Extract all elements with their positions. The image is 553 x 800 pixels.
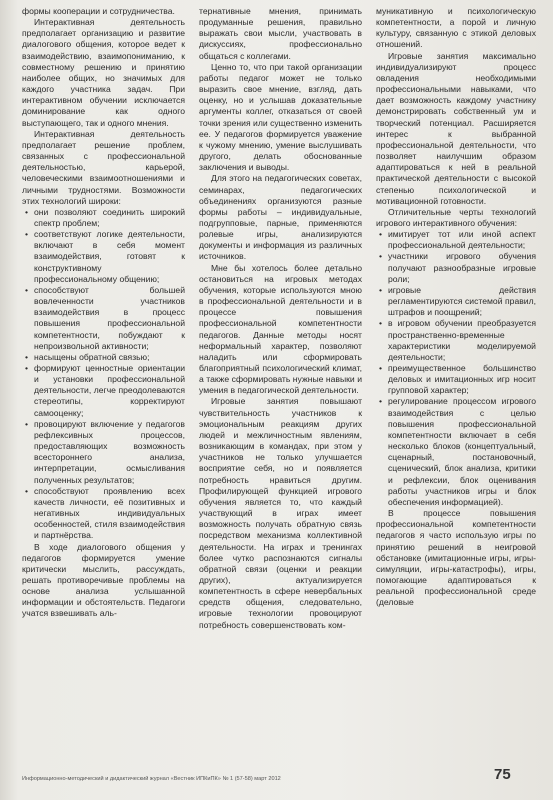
paragraph: В процессе повышения профессиональной компетентности педагогов я часто использую игры по принятию решений в неигровой обстановке (имитационные игры, игры-симуляции, игры-катастрофы), игры, помогающие адаптироваться к реальной профессиональной среде (деловые: [376, 508, 536, 608]
list-item: • способствуют проявлению всех качеств личности, её позитивных и негативных индивидуальных особенностей, стиля взаимодействия и партнёрства.: [34, 486, 185, 542]
bullet-list: [22, 207, 185, 542]
list-item: • преимущественное большинство деловых и имитационных игр носит групповой характер;: [388, 363, 536, 396]
paragraph: муникативную и психологическую компетентности, а порой и личную культуру, связанную с этикой деловых отношений.: [376, 6, 536, 50]
list-item: • насыщены обратной связью;: [34, 352, 185, 363]
bullet-list: [376, 229, 536, 508]
paragraph: Интерактивная деятельность предполагает организацию и развитие диалогового общения, которое ведет к взаимодействию, взаимопониманию, к совместному решению и принятию наиболее общих, но значимых для каждого участника задач. При интерактивном обучении исключается доминирование как одного выступающего, так и одного мнения.: [22, 17, 185, 128]
text-column-right: [376, 6, 536, 608]
paragraph: Игровые занятия повышают чувствительность участников к эмоциональным реакциям других людей и межличностным явлениям, возникающим в командах, при этом у участников не только улучшается восприятие себя, но и появляется потребность нравиться другим. Профилирующей функцией игрового обучения является то, что каждый участвующий в играх имеет возможность получать обратную связь посредством механизма коллективной деятельности. На играх и тренингах более чутко распознаются сигналы обратной связи (оценки и реакции других), актуализируется компетентность в сфере невербальных средств общения, следовательно, игровые технологии провоцируют потребность совершенствовать ком-: [199, 396, 362, 630]
list-item: • формируют ценностные ориентации и установки профессиональной деятельности, легче преодолеваются стереотипы, корректируют самооценку;: [34, 363, 185, 419]
list-item: • имитирует тот или иной аспект профессиональной деятельности;: [388, 229, 536, 251]
page-number: 75: [494, 766, 511, 783]
list-item: • они позволяют соединить широкий спектр проблем;: [34, 207, 185, 229]
list-item: • игровые действия регламентируются системой правил, штрафов и поощрений;: [388, 285, 536, 318]
list-item: • в игровом обучении преобразуется пространственно-временные характеристики моделируемой деятельности;: [388, 318, 536, 363]
paragraph: Мне бы хотелось более детально остановиться на игровых методах обучения, которые используются мною в профессиональной деятельности и в процессе повышения профессиональной компетентности педагогов. Данные методы носят неформальный характер, позволяют наладить или сформировать благоприятный психологический климат, а также сформировать нужные навыки и умения в педагогической деятельности.: [199, 262, 362, 396]
paragraph: формы кооперации и сотрудничества.: [22, 6, 175, 16]
list-item: • регулирование процессом игрового взаимодействия с целью повышения профессиональной компетентности включает в себя несколько блоков (концептуальный, сценарный, постановочный, сценический, блок анализа, критики и рефлексии, блок оценивания работы участников игры и блок обеспечения информацией).: [388, 396, 536, 508]
text-column-middle: [199, 6, 362, 631]
journal-footer: Информационно-методический и дидактический журнал «Вестник ИПКиПК» № 1 (57-58) март 2012: [22, 776, 281, 782]
list-item: • участники игрового обучения получают разнообразные игровые роли;: [388, 251, 536, 284]
paragraph: Игровые занятия максимально индивидуализируют процесс овладения необходимыми профессиональными навыками, что дает возможность каждому участнику демонстрировать собственный ум и творческий потенциал. Расширяется интерес к выбранной профессиональной деятельности, что позволяет наилучшим образом адаптироваться к ней в реальной практической деятельности с высокой степенью психологической и мотивационной готовности.: [376, 50, 536, 206]
paragraph: В ходе диалогового общения у педагогов формируется умение критически мыслить, рассуждать, решать противоречивые проблемы на основе анализа услышанной информации и обстоятельств. Педагоги учатся взвешивать аль-: [22, 541, 185, 619]
paragraph: Ценно то, что при такой организации работы педагог может не только выразить свое мнение, взгляд, дать оценку, но и услышав доказательные аргументы коллег, отказаться от своей точки зрения или существенно изменить ее. У педагогов формируется уважение к чужому мнению, умение выслушивать другого, делать обоснованные заключения и выводы.: [199, 61, 362, 173]
list-item: • способствуют большей вовлеченности участников взаимодействия в процесс повышения профессиональной компетентности, побуждают к непроизвольной активности;: [34, 285, 185, 352]
paragraph: тернативные мнения, принимать продуманные решения, правильно выражать свои мысли, участвовать в дискуссиях, профессионально общаться с коллегами.: [199, 6, 362, 61]
list-item: • провоцируют включение у педагогов рефлексивных процессов, предоставляющих возможность всестороннего анализа, интерпретации, осмысливания полученных результатов;: [34, 419, 185, 486]
paragraph: Интерактивная деятельность предполагает решение проблем, связанных с профессиональной деятельностью, карьерой, человеческими взаимоотношениями и личными трудностями. Возможности этих технологий широки:: [22, 128, 185, 206]
list-item: • соответствуют логике деятельности, включают в себя момент взаимодействия, готовят к конструктивному профессиональному общению;: [34, 229, 185, 285]
paragraph: Для этого на педагогических советах, семинарах, педагогических объединениях организуются разные формы работы – индивидуальные, подгрупповые, парные, применяются ролевые игры, анализируются документы и информация из различных источников.: [199, 173, 362, 262]
paragraph: Отличительные черты технологий игрового интерактивного обучения:: [376, 206, 536, 228]
text-column-left: [22, 6, 185, 620]
